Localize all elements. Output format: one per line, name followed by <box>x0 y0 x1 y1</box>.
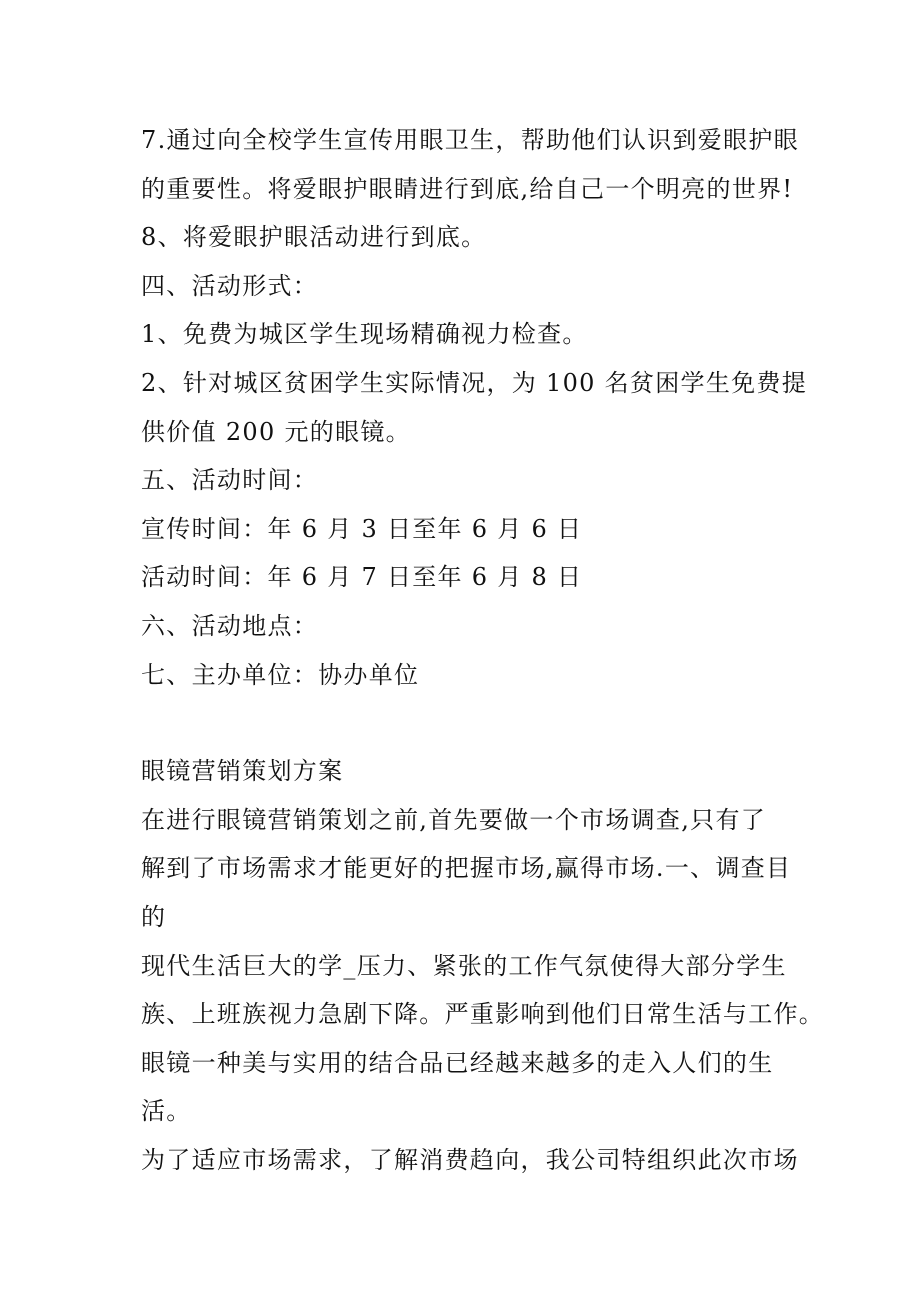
section-heading-activity-time: 五、活动时间： <box>141 466 319 495</box>
text-line: 在进行眼镜营销策划之前,首先要做一个市场调查,只有了 <box>141 805 767 834</box>
text-line: 宣传时间：年 6 月 3 日至年 6 月 6 日 <box>141 514 583 543</box>
text-line: 7.通过向全校学生宣传用眼卫生，帮助他们认识到爱眼护眼 <box>141 126 799 154</box>
section-heading-activity-form: 四、活动形式： <box>141 271 319 300</box>
text-line: 的重要性。将爱眼护眼睛进行到底,给自己一个明亮的世界! <box>141 174 794 203</box>
text-line: 的 <box>141 902 167 931</box>
section-spacer <box>141 699 791 747</box>
text-line: 眼镜一种美与实用的结合品已经越来越多的走入人们的生 <box>141 1048 774 1077</box>
text-line: 为了适应市场需求，了解消费趋向，我公司特组织此次市场 <box>141 1145 799 1174</box>
text-line: 供价值 200 元的眼镜。 <box>141 417 411 446</box>
text-line: 解到了市场需求才能更好的把握市场,赢得市场.一、调查目 <box>141 854 792 883</box>
text-line: 活动时间：年 6 月 7 日至年 6 月 8 日 <box>141 563 583 592</box>
section-heading-organizer: 七、主办单位：协办单位 <box>141 660 420 689</box>
text-line: 8、将爱眼护眼活动进行到底。 <box>141 223 487 252</box>
document-body <box>141 116 825 1184</box>
section-heading-activity-location: 六、活动地点： <box>141 611 319 640</box>
text-line: 1、免费为城区学生现场精确视力检查。 <box>141 320 588 349</box>
text-line: 现代生活巨大的学_压力、紧张的工作气氛使得大部分学生 <box>141 951 787 980</box>
text-line: 2、针对城区贫困学生实际情况，为 100 名贫困学生免费提 <box>141 368 808 397</box>
text-line: 族、上班族视力急剧下降。严重影响到他们日常生活与工作。 <box>141 1000 825 1029</box>
document-title: 眼镜营销策划方案 <box>141 757 344 786</box>
text-line: 活。 <box>141 1097 192 1126</box>
